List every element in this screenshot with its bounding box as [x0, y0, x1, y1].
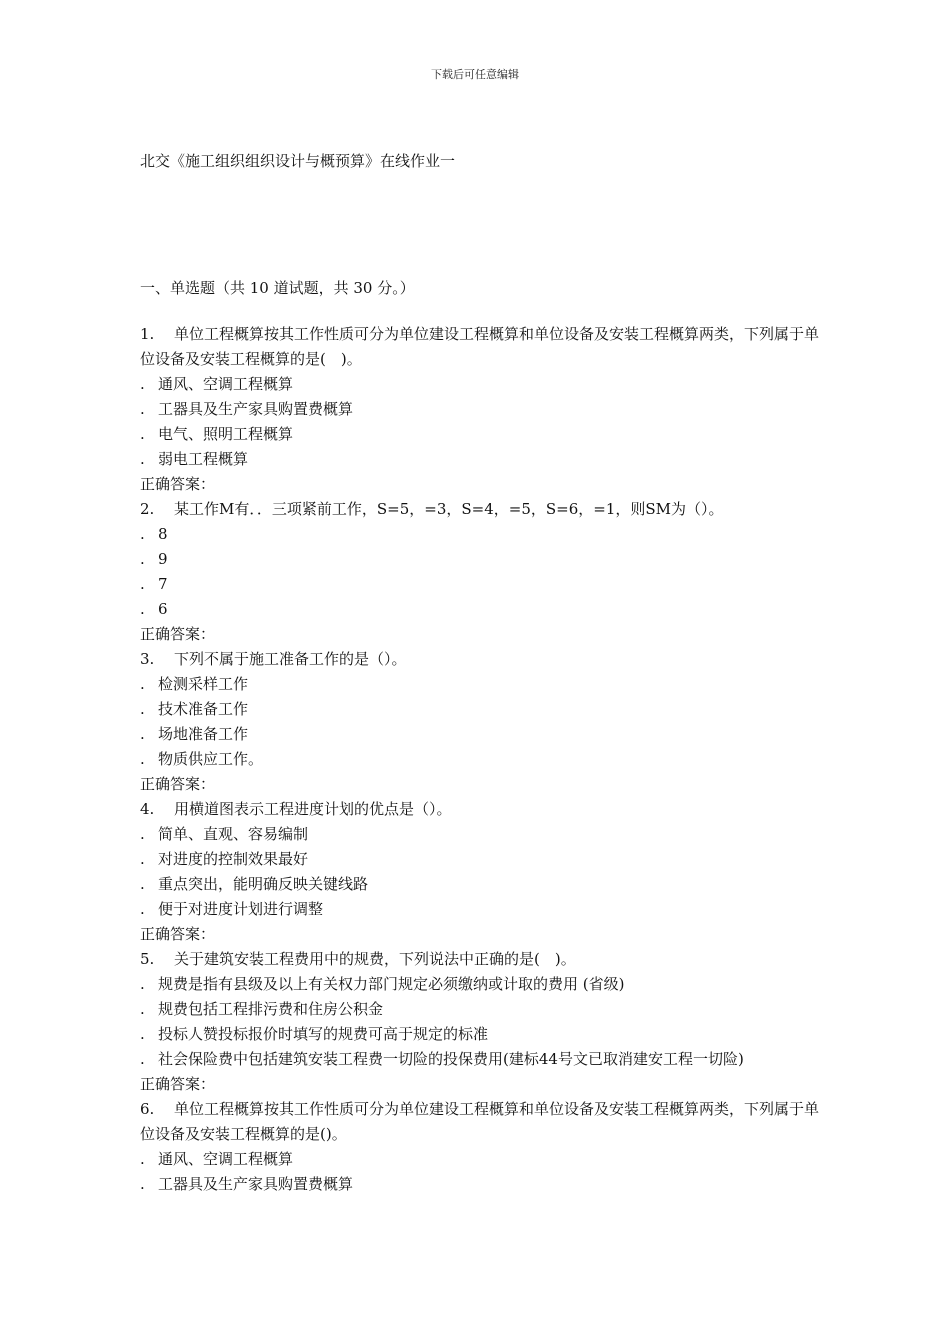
question-number: 1. [140, 325, 155, 343]
option-text: 6 [158, 600, 168, 618]
question-block [140, 797, 820, 947]
answer-option [140, 597, 820, 622]
answer-option [140, 822, 820, 847]
answer-label: 正确答案： [140, 775, 216, 793]
option-marker: . [140, 1050, 145, 1068]
option-text: 工器具及生产家具购置费概算 [158, 400, 354, 418]
question-block [140, 1097, 820, 1197]
option-text: 场地准备工作 [158, 725, 249, 743]
answer-label: 正确答案： [140, 925, 216, 943]
option-text: 便于对进度计划进行调整 [158, 900, 324, 918]
option-text: 弱电工程概算 [158, 450, 249, 468]
question-text: 单位工程概算按其工作性质可分为单位建设工程概算和单位设备及安装工程概算两类，下列属于单位设备及安装工程概算的是()。 [140, 1100, 820, 1143]
option-marker: . [140, 1150, 145, 1168]
option-text: 通风、空调工程概算 [158, 375, 294, 393]
question-block [140, 947, 820, 1097]
question-block [140, 497, 820, 647]
answer-option [140, 697, 820, 722]
document-title: 北交《施工组织组织设计与概预算》在线作业一 [140, 152, 456, 170]
option-text: 通风、空调工程概算 [158, 1150, 294, 1168]
option-marker: . [140, 750, 145, 768]
option-marker: . [140, 900, 145, 918]
answer-option [140, 372, 820, 397]
answer-option [140, 1172, 820, 1197]
option-text: 规费包括工程排污费和住房公积金 [158, 1000, 384, 1018]
option-marker: . [140, 875, 145, 893]
answer-option [140, 747, 820, 772]
question-number: 6. [140, 1100, 155, 1118]
option-text: 8 [158, 525, 168, 543]
option-marker: . [140, 600, 145, 618]
question-number: 2. [140, 500, 155, 518]
option-text: 电气、照明工程概算 [158, 425, 294, 443]
option-text: 简单、直观、容易编制 [158, 825, 309, 843]
option-marker: . [140, 825, 145, 843]
question-text: 某工作M有．．三项紧前工作，S=5，=3，S=4，=5，S=6，=1，则SM为（）。 [174, 500, 724, 518]
question-number: 4. [140, 800, 155, 818]
option-marker: . [140, 725, 145, 743]
answer-option [140, 722, 820, 747]
option-marker: . [140, 425, 145, 443]
option-text: 重点突出，能明确反映关键线路 [158, 875, 369, 893]
question-stem [140, 1097, 820, 1147]
option-text: 规费是指有县级及以上有关权力部门规定必须缴纳或计取的费用 (省级) [158, 975, 625, 993]
question-text: 用横道图表示工程进度计划的优点是（）。 [174, 800, 452, 818]
option-text: 检测采样工作 [158, 675, 249, 693]
option-text: 投标人赞投标报价时填写的规费可高于规定的标准 [158, 1025, 489, 1043]
option-marker: . [140, 1000, 145, 1018]
answer-option [140, 972, 820, 997]
question-text: 单位工程概算按其工作性质可分为单位建设工程概算和单位设备及安装工程概算两类，下列属于单位设备及安装工程概算的是( )。 [140, 325, 820, 368]
question-list [140, 322, 820, 1197]
option-marker: . [140, 700, 145, 718]
section-heading: 一、单选题（共 10 道试题，共 30 分。） [140, 279, 415, 297]
question-number: 3. [140, 650, 155, 668]
answer-label: 正确答案： [140, 1075, 216, 1093]
option-marker: . [140, 525, 145, 543]
option-text: 7 [158, 575, 168, 593]
option-text: 物质供应工作。 [158, 750, 264, 768]
answer-option [140, 1147, 820, 1172]
answer-option [140, 547, 820, 572]
header-note: 下载后可任意编辑 [431, 68, 519, 81]
option-text: 9 [158, 550, 168, 568]
option-marker: . [140, 850, 145, 868]
question-stem [140, 497, 820, 522]
answer-option [140, 447, 820, 472]
option-marker: . [140, 575, 145, 593]
question-stem [140, 647, 820, 672]
option-marker: . [140, 550, 145, 568]
answer-option [140, 1022, 820, 1047]
answer-option [140, 522, 820, 547]
answer-option [140, 422, 820, 447]
answer-option [140, 872, 820, 897]
question-number: 5. [140, 950, 155, 968]
question-text: 下列不属于施工准备工作的是（）。 [174, 650, 407, 668]
option-marker: . [140, 675, 145, 693]
answer-label: 正确答案： [140, 625, 216, 643]
option-marker: . [140, 450, 145, 468]
option-marker: . [140, 1025, 145, 1043]
option-text: 社会保险费中包括建筑安装工程费一切险的投保费用(建标44号文已取消建安工程一切险) [158, 1050, 744, 1068]
question-stem [140, 322, 820, 372]
answer-option [140, 672, 820, 697]
question-text: 关于建筑安装工程费用中的规费，下列说法中正确的是( )。 [174, 950, 576, 968]
option-text: 工器具及生产家具购置费概算 [158, 1175, 354, 1193]
answer-option [140, 397, 820, 422]
question-block [140, 647, 820, 797]
option-marker: . [140, 375, 145, 393]
option-text: 对进度的控制效果最好 [158, 850, 309, 868]
option-marker: . [140, 400, 145, 418]
answer-option [140, 897, 820, 922]
option-marker: . [140, 1175, 145, 1193]
answer-option [140, 1047, 820, 1072]
answer-label: 正确答案： [140, 475, 216, 493]
option-marker: . [140, 975, 145, 993]
answer-option [140, 847, 820, 872]
question-block [140, 322, 820, 497]
answer-option [140, 572, 820, 597]
option-text: 技术准备工作 [158, 700, 249, 718]
question-stem [140, 947, 820, 972]
question-stem [140, 797, 820, 822]
answer-option [140, 997, 820, 1022]
